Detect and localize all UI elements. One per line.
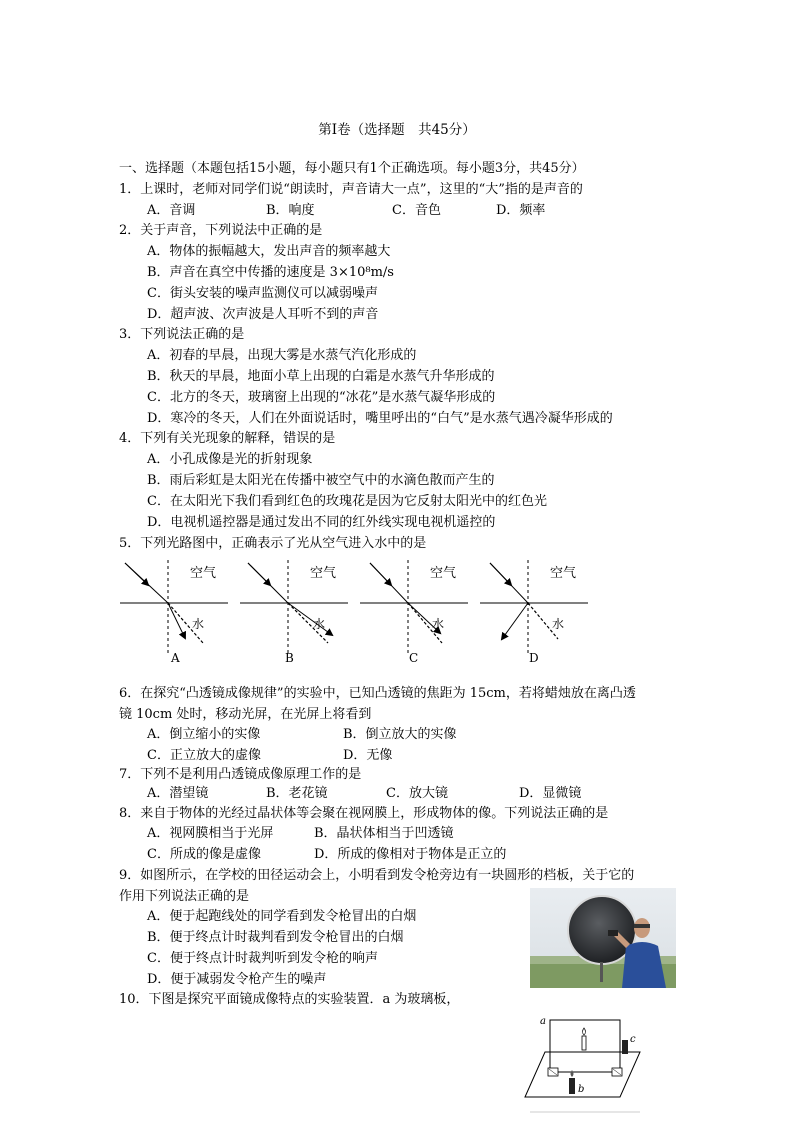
q7-option-d: D．显微镜 bbox=[519, 786, 582, 801]
q6-option-c: C．正立放大的虚像 bbox=[147, 748, 261, 763]
q10-stem: 10．下图是探究平面镜成像特点的实验装置．a 为玻璃板， bbox=[119, 992, 460, 1007]
q7-option-c: C．放大镜 bbox=[386, 786, 448, 801]
q9-option-a: A．便于起跑线处的同学看到发令枪冒出的白烟 bbox=[147, 909, 417, 924]
q1-stem: 1．上课时，老师对同学们说“朗读时，声音请大一点”，这里的“大”指的是声音的 bbox=[119, 182, 583, 197]
q7-option-a: A．潜望镜 bbox=[147, 786, 209, 801]
q7-stem: 7．下列不是利用凸透镜成像原理工作的是 bbox=[119, 767, 362, 782]
diagram-a-water-label: 水 bbox=[192, 617, 205, 631]
section-heading: 一、选择题（本题包括15小题，每小题只有1个正确选项。每小题3分，共45分） bbox=[119, 161, 585, 176]
diagram-b-water-label: 水 bbox=[313, 617, 326, 631]
q3-stem: 3．下列说法正确的是 bbox=[119, 327, 245, 342]
q8-option-b: B．晶状体相当于凹透镜 bbox=[314, 826, 454, 841]
diagram-a bbox=[120, 560, 228, 665]
q1-option-d: D．频率 bbox=[496, 203, 546, 218]
q6-stem-line2: 镜 10cm 处时，移动光屏，在光屏上将看到 bbox=[119, 707, 372, 722]
q3-option-a: A．初春的早晨，出现大雾是水蒸气汽化形成的 bbox=[147, 348, 417, 363]
q1-option-b: B．响度 bbox=[266, 203, 315, 218]
q9-starting-gun-photo bbox=[530, 888, 676, 988]
q2-stem: 2．关于声音，下列说法中正确的是 bbox=[119, 223, 323, 238]
q6-stem-line1: 6．在探究“凸透镜成像规律”的实验中，已知凸透镜的焦距为 15cm，若将蜡烛放在离凸透 bbox=[119, 686, 636, 701]
q9-option-b: B．便于终点计时裁判看到发令枪冒出的白烟 bbox=[147, 930, 404, 945]
q5-stem: 5．下列光路图中，正确表示了光从空气进入水中的是 bbox=[119, 536, 427, 551]
diagram-c-label: C bbox=[409, 651, 419, 665]
q9-stem-line1: 9．如图所示，在学校的田径运动会上，小明看到发令枪旁边有一块圆形的档板，关于它的 bbox=[119, 868, 635, 883]
q2-option-c: C．街头安装的噪声监测仪可以减弱噪声 bbox=[147, 286, 378, 301]
label-b: b bbox=[578, 1084, 585, 1095]
diagram-c bbox=[360, 560, 468, 665]
diagram-c-air-label: 空气 bbox=[430, 566, 457, 581]
q4-option-b: B．雨后彩虹是太阳光在传播中被空气中的水滴色散而产生的 bbox=[147, 473, 495, 488]
q4-option-d: D．电视机遥控器是通过发出不同的红外线实现电视机遥控的 bbox=[147, 515, 496, 530]
q8-option-d: D．所成的像相对于物体是正立的 bbox=[314, 847, 507, 862]
q4-option-a: A．小孔成像是光的折射现象 bbox=[147, 452, 313, 467]
q6-option-b: B．倒立放大的实像 bbox=[343, 727, 457, 742]
q3-option-b: B．秋天的早晨，地面小草上出现的白霜是水蒸气升华形成的 bbox=[147, 369, 495, 384]
q4-option-c: C．在太阳光下我们看到红色的玫瑰花是因为它反射太阳光中的红色光 bbox=[147, 494, 547, 509]
diagram-c-water-label: 水 bbox=[432, 617, 445, 631]
q9-option-c: C．便于终点计时裁判听到发令枪的响声 bbox=[147, 951, 378, 966]
q2-option-d: D．超声波、次声波是人耳听不到的声音 bbox=[147, 307, 379, 322]
q5-light-path-diagrams bbox=[110, 555, 610, 670]
diagram-b-air-label: 空气 bbox=[310, 566, 337, 581]
diagram-d-air-label: 空气 bbox=[550, 566, 577, 581]
diagram-b-label: B bbox=[285, 651, 294, 665]
label-a: a bbox=[540, 1016, 546, 1027]
q10-plane-mirror-apparatus bbox=[520, 1012, 650, 1120]
q6-option-a: A．倒立缩小的实像 bbox=[147, 727, 261, 742]
diagram-b bbox=[240, 560, 348, 665]
diagram-d-label: D bbox=[529, 651, 539, 665]
diagram-d bbox=[480, 560, 588, 665]
diagram-d-water-label: 水 bbox=[552, 617, 565, 631]
q8-option-a: A．视网膜相当于光屏 bbox=[147, 826, 274, 841]
q7-option-b: B．老花镜 bbox=[266, 786, 328, 801]
q9-stem-line2: 作用下列说法正确的是 bbox=[119, 889, 250, 904]
exam-part-title: 第Ⅰ卷（选择题 共45分） bbox=[318, 122, 476, 138]
diagram-a-air-label: 空气 bbox=[190, 566, 217, 581]
label-c: c bbox=[630, 1034, 636, 1045]
q2-option-b: B．声音在真空中传播的速度是 3×10⁸m/s bbox=[147, 265, 394, 280]
q2-option-a: A．物体的振幅越大，发出声音的频率越大 bbox=[147, 244, 391, 259]
q3-option-d: D．寒冷的冬天，人们在外面说话时，嘴里呼出的“白气”是水蒸气遇冷凝华形成的 bbox=[147, 411, 613, 426]
diagram-a-label: A bbox=[171, 651, 180, 665]
q6-option-d: D．无像 bbox=[343, 748, 393, 763]
q9-option-d: D．便于减弱发令枪产生的噪声 bbox=[147, 972, 327, 987]
q8-stem: 8．来自于物体的光经过晶状体等会聚在视网膜上，形成物体的像。下列说法正确的是 bbox=[119, 806, 609, 821]
q1-option-c: C．音色 bbox=[392, 203, 441, 218]
q8-option-c: C．所成的像是虚像 bbox=[147, 847, 261, 862]
q3-option-c: C．北方的冬天，玻璃窗上出现的“冰花”是水蒸气凝华形成的 bbox=[147, 390, 496, 405]
q4-stem: 4．下列有关光现象的解释，错误的是 bbox=[119, 431, 336, 446]
q1-option-a: A．音调 bbox=[147, 203, 196, 218]
